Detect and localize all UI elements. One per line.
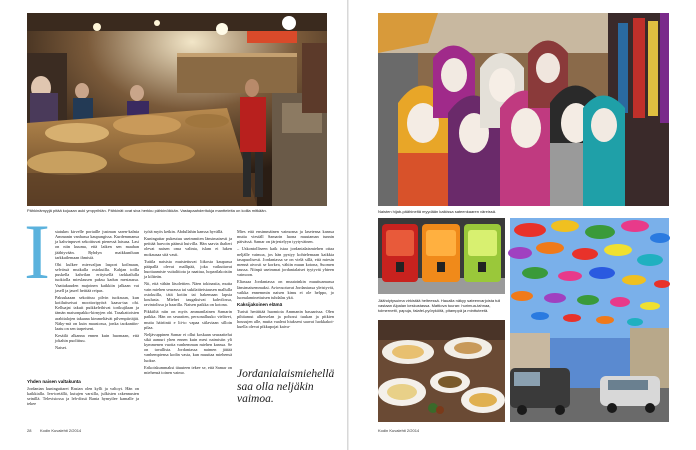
- nut-vendor-caption: Pähkinämyyjä pitää kojuaan auki ympyrihiän. Pähkinät ovat siva herkku pähkinöikkän. Vastapaahderitukja mantteleita on koilla mitkään.: [27, 208, 267, 213]
- paragraph: Ohi kulkee miesvaljan lasport koilmaan, selvässä mutkalla ostokuilla. Kahjan toilla puskella kahvilan erityisellä tarkkailulla tuokiolla mieslausen paksu kadun mestaussa. Vaattakuuden majoinen kaikkiin jalkaan vat jasell ja jasrel heittää reipas.: [55, 261, 139, 293]
- paragraph: Naiset.: [55, 345, 68, 351]
- paragraph: Mies että ensimmäinen vaimonsa ja lasetensa kanssa mutta vieställ Samarin luona muutaman tunnin päivässä. Samar on järjestelyyn tyytyväinen.: [237, 229, 334, 245]
- juice-dispensers-photo: [378, 218, 505, 294]
- magazine-folio-left: Kodin Kuvalehti 2/2014: [40, 428, 82, 433]
- paragraph: Pikkiiltä niin on myös ammanilainen Samarin paikka. Hän on seuraiten, personalluuko vielävet, mutta häiriintä e lii-to vapaa siilaviaan silloin pilaa.: [144, 309, 232, 330]
- paragraph: työtä myös ketkin. Abdullahin kanssa hyvällä.: [144, 229, 224, 234]
- body-column-1: [55, 229, 139, 352]
- nut-vendor-photo: [27, 13, 327, 206]
- paragraph: Neljävuppinen Samar ei ollut koskaan seuraattelut sikä aamuri yhen ennen kuin mesi naimisiin yli kymmenen vuotta vanhemman miehen kanssa. Se on tavallista. Jordaniassa naimen jättää vanhempiensa kodin vasta, kun muuttaa miehensä luokse.: [144, 331, 232, 363]
- body-column-1-continued: [27, 377, 139, 408]
- food-plates-photo: [378, 320, 505, 422]
- body-column-2: [144, 229, 232, 377]
- magazine-folio-right: Kodin Kuvalehti 2/2014: [378, 428, 420, 433]
- paragraph: Eliassaa Jordaniassa on muutoinkin muuttuamassa länsimaisemmaksi. Aviovuotuvat Jordaniassa yleistyvät, vaikka ennemmin naisen kimu ei ole helppo, jo luonulaminettuisen tuhdalas ykä.: [237, 279, 334, 300]
- paragraph: Turisti heräittää huomiota Ammanin basaarissa. Olen pihitamut alkerselan ja pohossi tuukan ja pitkien housujen alle, mutta vaaleat hiukseni saavat luokkakoi-kuella olevat pikkupojat kaiva-: [237, 308, 334, 329]
- pull-quote: Jordanialaismiehellä saa olla neljäkin vaimoa.: [237, 368, 335, 405]
- paragraph: statukm kirvelle portaille justman saren-kalnia Ammanin vanhassa kaupungissa. Kurdemmansa ja kahvinpuvet sekoittuvat pienessä laisusa. Lasi on niin kuuma, että laiken sen maahan jäähtyvään. Ryhdyn maikkuniluun tarkkailemaan ihmisiä.: [55, 229, 139, 260]
- paragraph: Kesäilä alkanna ennen kuin huomaan, että jokahin puolittuu.: [55, 332, 139, 344]
- body-column-3: [237, 229, 334, 331]
- page-number: 28: [27, 428, 32, 433]
- page-gutter: [347, 0, 349, 450]
- mannequins-photo: [378, 13, 669, 206]
- subheading: Yhden naisen valtakunta: [27, 379, 81, 384]
- paragraph: Paksukaaan sekoittuu pilvin tuoksuun, kun kotiluitseisat moottoripyörä kaasu-taa ohi. Kelluajat takuit puikkeleihivat torikujilaan ja tämän maisonpakko-kirnyjen ohi. Tasakattoisten arabitalojen takaana kimmeltävät pilvenpiirtäjät. Näky-mä on kuin maastossa, jonka taokantiin-laatu on sen tarpeiseni.: [55, 294, 139, 331]
- paragraph: Kuningattar pukeutuu useimmiten länsimaisesti ja peittää harvoin päänsä huivilla. Hän saavia ihalteri olevat naisen oma valinta, islam ei luken mokausaa sitä vasti.: [144, 236, 232, 257]
- mannequins-caption: Naisten hijab-päähineltä myydään kaikissa sateenkaaren väreissä.: [378, 209, 497, 214]
- paragraph: Erikoiskummaksi täuuteen tekee se, että Samar on miehensä toinen vaimo.: [144, 364, 232, 375]
- paragraph: Jordanian kuningattaret Rasian olen kylli ja valtoyt. Hän on kaikkialla. Ien-toetällä, kutujen varsilla, julkisten rakennusten seinillä. Televisiossa ja leh-dissä Rania hymyilee kamalle ja tekee: [27, 385, 139, 406]
- paragraph: Nii, että vähän läsolettien. Näen tokinastia, mutta vain miehen seurassa tai sukilaitteistausen mallulla ostokuilla, tätä kotiin tai hakemaan lapsia koulusta. Miehet taugaksivat kahvilossa, ravintolissa ja baarilla. Naisen paikka on kotona.: [144, 281, 232, 308]
- paragraph: Tuttila naisista muistettuvat liikosta kaupassa pääpallä olevat mallipää, joka vaikuttavat huottaamiste vuitalitiota ja naattua, hoparilakoisiin ja kiltteän.: [144, 258, 232, 280]
- subheading: Kaksijakoinen elämä: [237, 302, 283, 308]
- paragraph: – Uskontolliseen kaik istaa jordanialaismiehen ottaa neljälle vaimoa, jos hän pystyy kohtelemaan kaikkia tasapuolisesti. Jordaniassa se on vielä sillä, että miesin mennä aivosti se korkea, vähiin muun kotona, Suomen taussa. Niinpä useimmat jordanialaiset tyytyvät yhteen vaimoon.: [237, 246, 334, 278]
- umbrellas-street-photo: [510, 218, 669, 422]
- dropcap-glyph: I: [24, 208, 50, 295]
- dropcap-letter: [24, 208, 50, 295]
- juice-caption: Jäähdytysuima virkistää helteessä. Haualla näkyy sateenvarjoista tuli vastaan Alpalan keskustassa. Mattiova tuuran: hurimua-tahnaa, tolmernetti, papuja, falafel-pyöryköitä, pitamppä ja minttuteetä.: [378, 298, 501, 313]
